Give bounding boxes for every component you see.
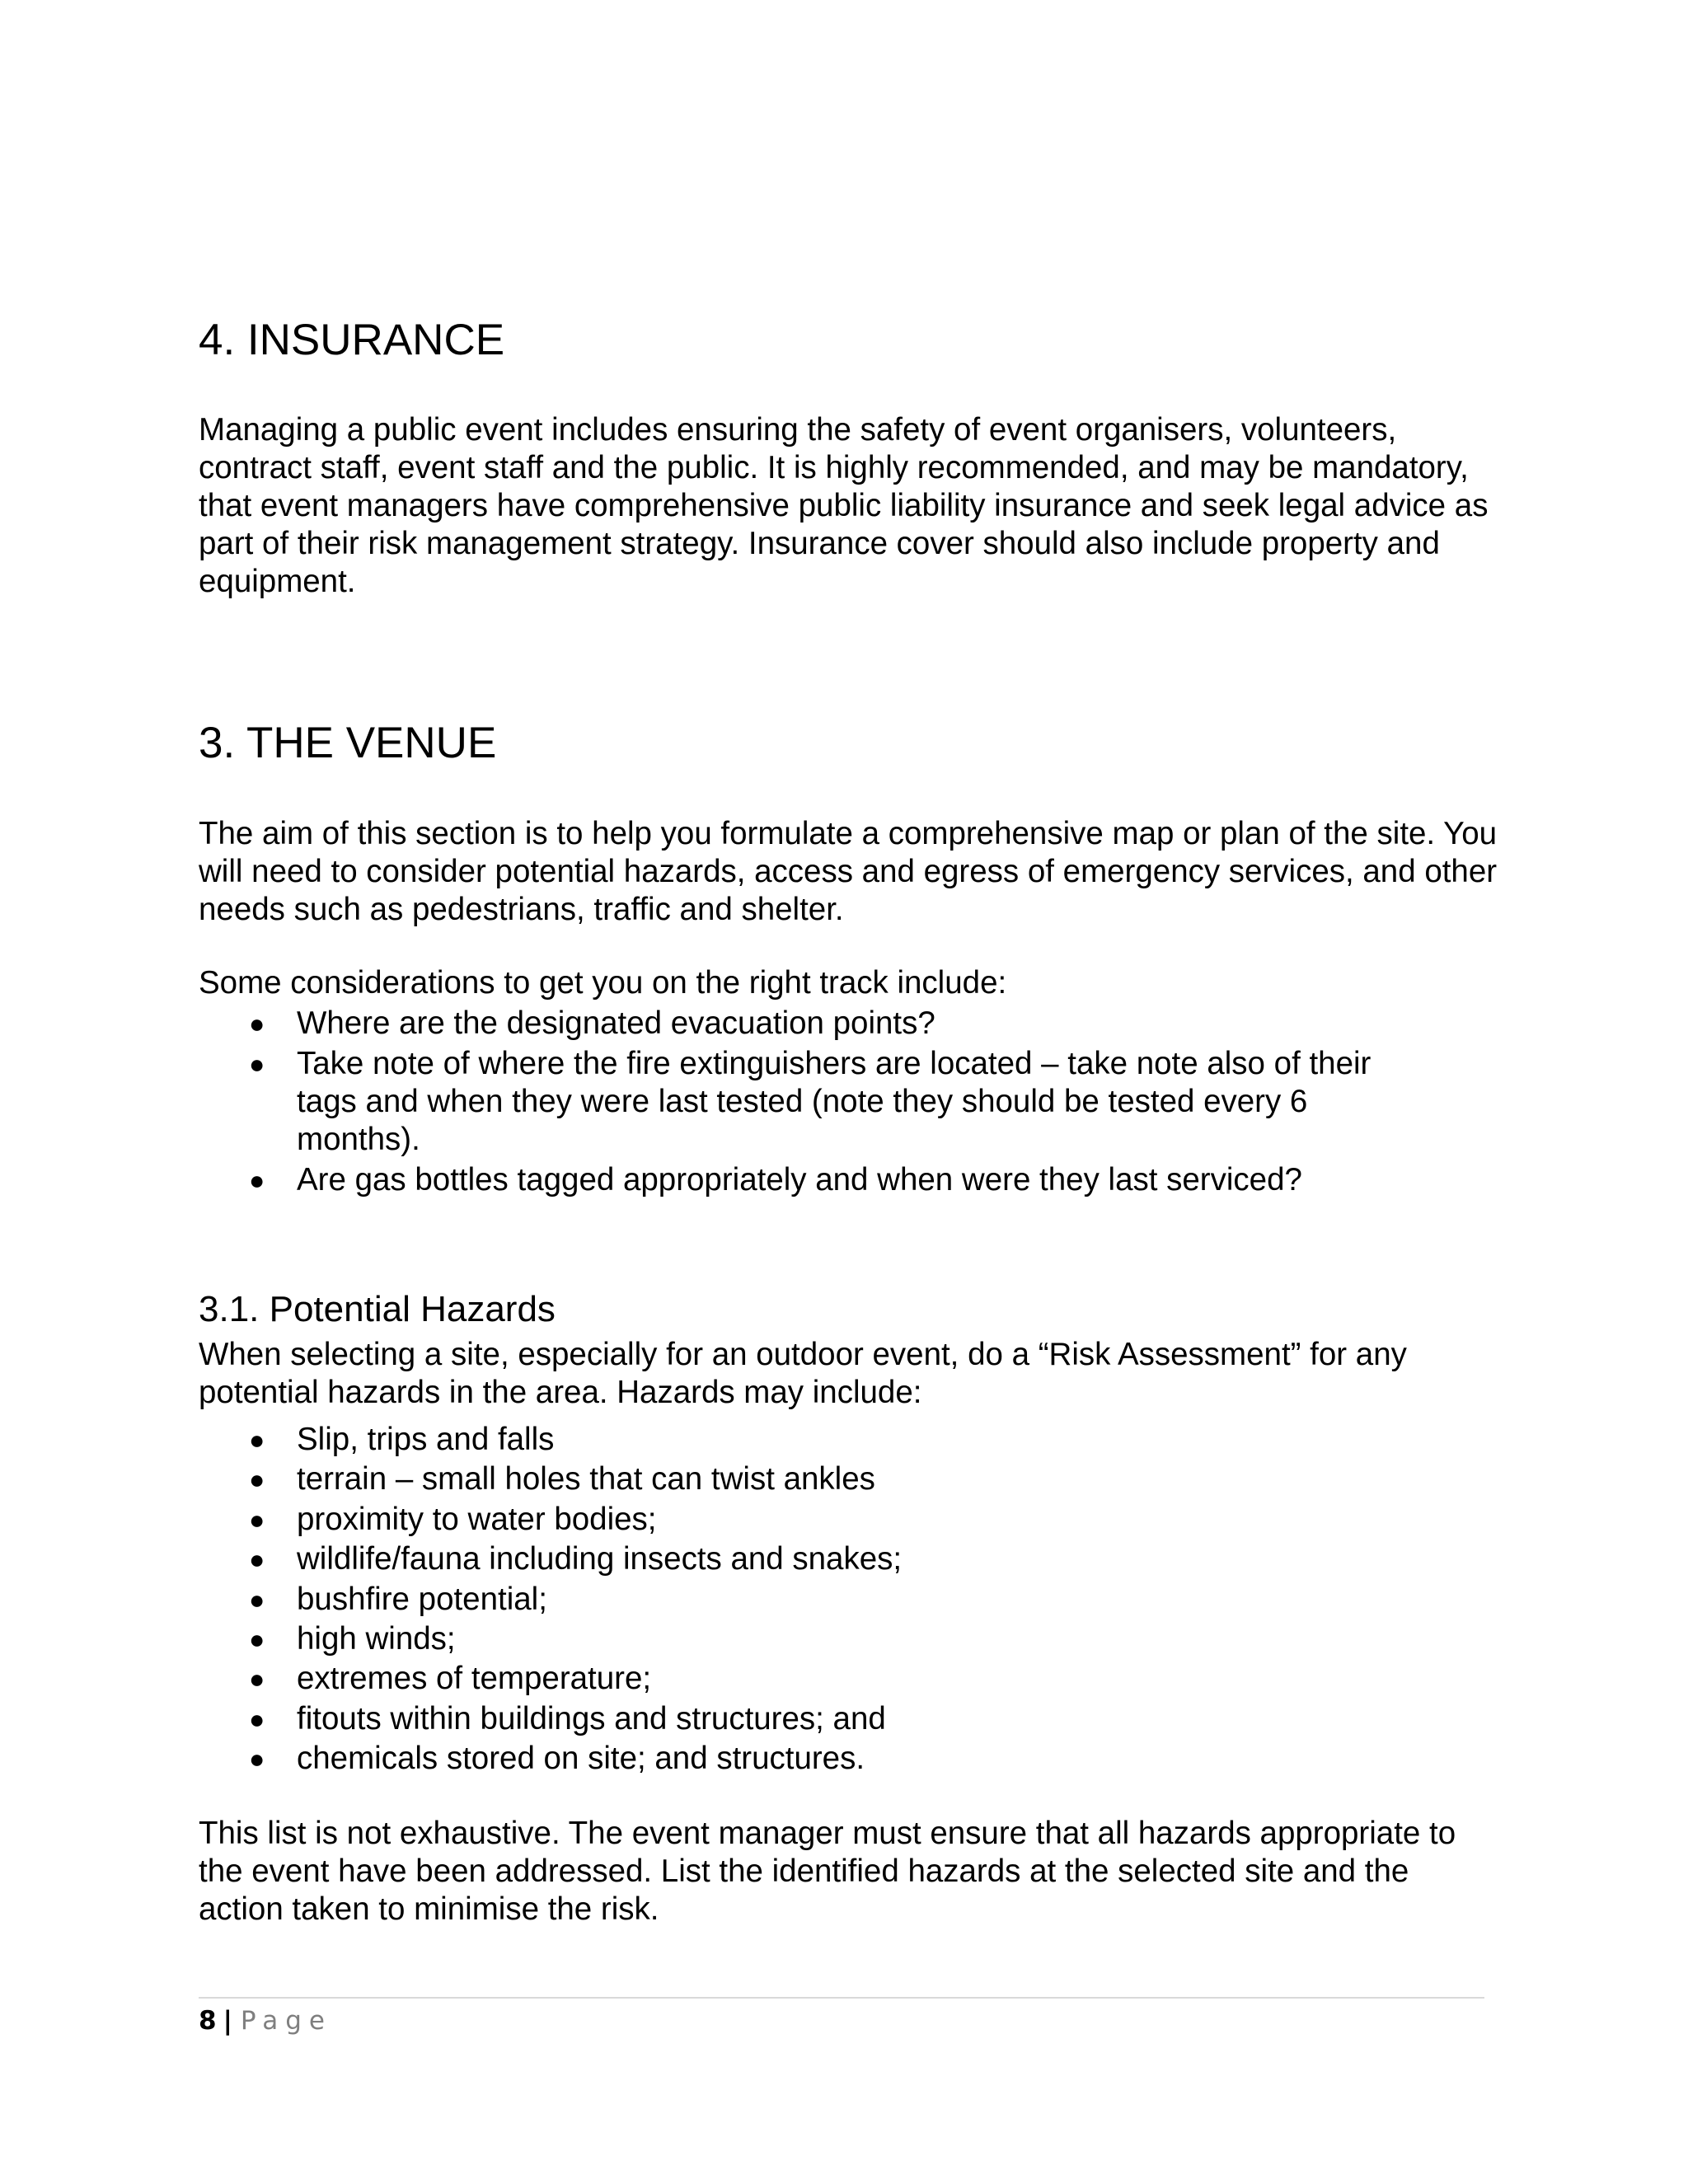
list-item-text: fitouts within buildings and structures; and <box>297 1700 886 1736</box>
venue-heading: 3. THE VENUE <box>199 719 497 767</box>
bullet-icon: ● <box>249 1165 265 1195</box>
list-item <box>199 1700 1501 1738</box>
closing-paragraph: This list is not exhaustive. The event manager must ensure that all hazards appropriate to the event have been addressed. List the identified hazards at the selected site and the action taken to minimise the risk. <box>199 1816 1456 1927</box>
bullet-icon: ● <box>249 1624 265 1654</box>
list-item <box>199 1501 1501 1539</box>
list-item <box>199 1660 1501 1698</box>
list-item-text: extremes of temperature; <box>297 1661 652 1697</box>
bullet-icon: ● <box>249 1009 265 1038</box>
footer-separator: | <box>223 2006 232 2036</box>
insurance-paragraph: Managing a public event includes ensuring the safety of event organisers, volunteers, contract staff, event staff and the public. It is highly recommended, and may be mandatory, that event managers have comprehensive public liability insurance and seek legal advice as part of their risk management strategy. Insurance cover should also include property and equipment. <box>199 412 1489 599</box>
page-number: 8 <box>199 2006 217 2036</box>
bullet-icon: ● <box>249 1504 265 1535</box>
hazards-list <box>199 1421 1501 1780</box>
footer-divider <box>199 1997 1484 1999</box>
bullet-icon: ● <box>249 1049 265 1079</box>
list-item-text: Take note of where the fire extinguishers are located – take note also of their tags and when they were last tested (note they should be tested every 6 months). <box>297 1046 1372 1157</box>
list-item <box>199 1005 1501 1043</box>
bullet-icon: ● <box>249 1465 265 1495</box>
bullet-icon: ● <box>249 1544 265 1575</box>
list-item-text: high winds; <box>297 1620 456 1657</box>
list-item-text: Where are the designated evacuation points? <box>297 1005 935 1041</box>
list-item <box>199 1421 1501 1459</box>
list-item-text: bushfire potential; <box>297 1581 547 1617</box>
bullet-icon: ● <box>249 1704 265 1734</box>
page-footer <box>199 2004 332 2037</box>
insurance-heading: 4. INSURANCE <box>199 316 505 364</box>
list-item <box>199 1540 1501 1578</box>
list-item <box>199 1460 1501 1498</box>
hazards-heading: 3.1. Potential Hazards <box>199 1289 556 1329</box>
list-item-text: Are gas bottles tagged appropriately and when were they last serviced? <box>297 1162 1302 1197</box>
page-label: Page <box>240 2006 332 2036</box>
list-item <box>199 1161 1501 1199</box>
list-item-text: wildlife/fauna including insects and snakes; <box>297 1541 903 1577</box>
list-item-text: chemicals stored on site; and structures. <box>297 1741 865 1777</box>
list-item <box>199 1045 1501 1159</box>
list-item-text: Slip, trips and falls <box>297 1422 555 1457</box>
hazards-intro: When selecting a site, especially for an outdoor event, do a “Risk Assessment” for any potential hazards in the area. Hazards may include: <box>199 1337 1407 1410</box>
list-item <box>199 1620 1501 1658</box>
bullet-icon: ● <box>249 1425 265 1455</box>
list-item <box>199 1581 1501 1619</box>
considerations-intro: Some considerations to get you on the right track include: <box>199 965 1007 1001</box>
list-item-text: terrain – small holes that can twist ankles <box>297 1461 875 1497</box>
bullet-icon: ● <box>249 1664 265 1694</box>
bullet-icon: ● <box>249 1584 265 1615</box>
list-item <box>199 1740 1501 1778</box>
venue-paragraph: The aim of this section is to help you formulate a comprehensive map or plan of the site. You will need to consider potential hazards, access and egress of emergency services, and other needs such as pedestrians, traffic and shelter. <box>199 816 1498 927</box>
bullet-icon: ● <box>249 1744 265 1774</box>
considerations-list <box>199 1005 1501 1202</box>
list-item-text: proximity to water bodies; <box>297 1501 657 1537</box>
